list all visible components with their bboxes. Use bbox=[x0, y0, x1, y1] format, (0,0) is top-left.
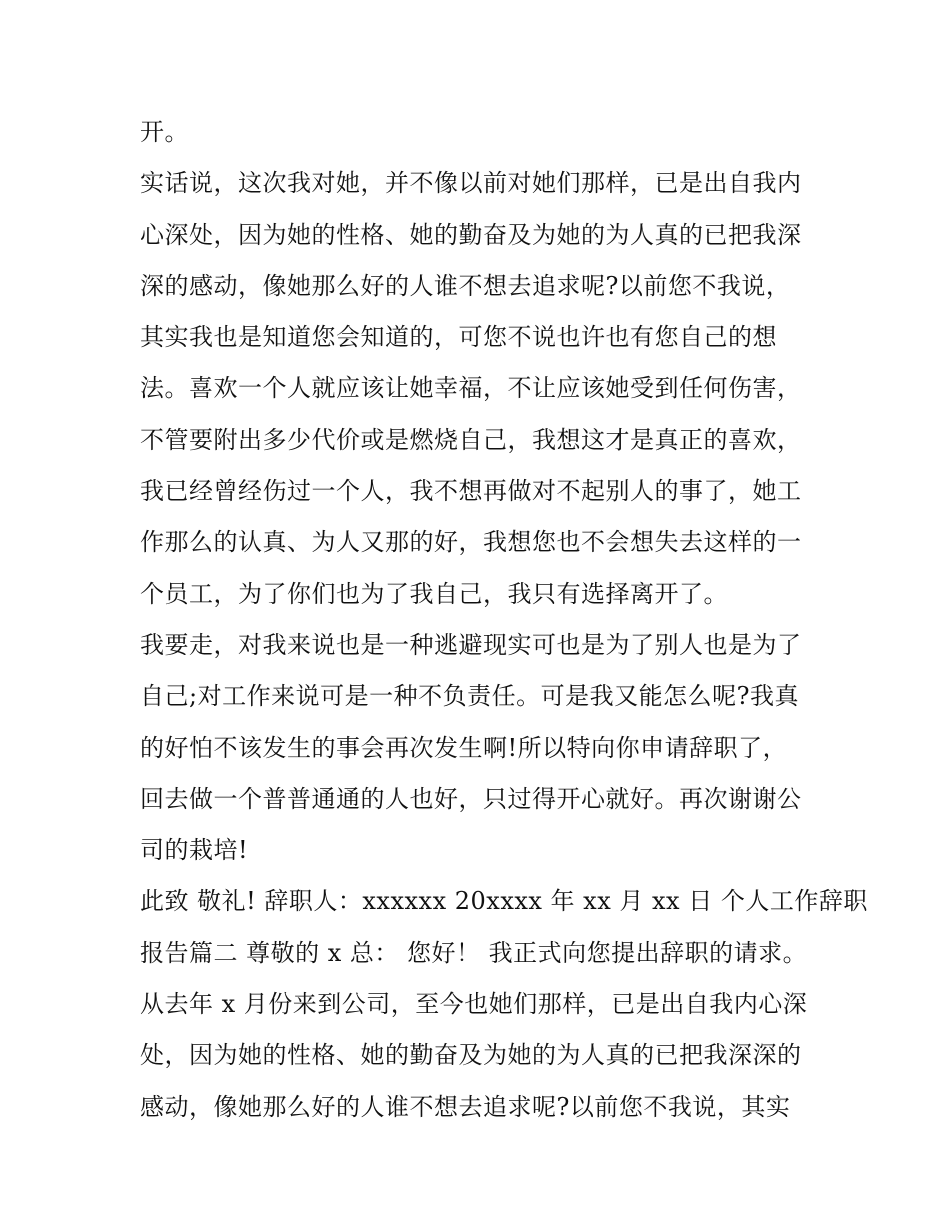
text-line: 开。 bbox=[140, 118, 189, 146]
text-line: 的好怕不该发生的事会再次发生啊!所以特向你申请辞职了， bbox=[140, 733, 788, 762]
text-line: 报告篇二 尊敬的 x 总： 您好！ 我正式向您提出辞职的请求。 bbox=[140, 938, 808, 967]
text-line: 作那么的认真、为人又那的好，我想您也不会想失去这样的一 bbox=[140, 528, 802, 557]
text-line: 法。喜欢一个人就应该让她幸福，不让应该她受到任何伤害， bbox=[140, 374, 802, 403]
document-body bbox=[140, 107, 868, 1133]
text-line: 自己;对工作来说可是一种不负责任。可是我又能怎么呢?我真 bbox=[140, 682, 799, 711]
text-line: 此致 敬礼! 辞职人：xxxxxx 20xxxx 年 xx 月 xx 日 个人工作辞职 bbox=[140, 887, 868, 916]
text-line: 心深处，因为她的性格、她的勤奋及为她的为人真的已把我深 bbox=[140, 220, 802, 249]
text-line: 从去年 x 月份来到公司，至今也她们那样，已是出自我内心深 bbox=[140, 990, 808, 1019]
text-line: 我已经曾经伤过一个人，我不想再做对不起别人的事了，她工 bbox=[140, 477, 802, 506]
text-line: 我要走，对我来说也是一种逃避现实可也是为了别人也是为了 bbox=[140, 630, 802, 659]
text-line: 深的感动，像她那么好的人谁不想去追求呢?以前您不我说， bbox=[140, 271, 791, 300]
text-line: 处，因为她的性格、她的勤奋及为她的为人真的已把我深深的 bbox=[140, 1041, 802, 1070]
text-line: 回去做一个普普通通的人也好，只过得开心就好。再次谢谢公 bbox=[140, 784, 802, 813]
text-line: 其实我也是知道您会知道的，可您不说也许也有您自己的想 bbox=[140, 323, 777, 352]
text-line: 司的栽培! bbox=[140, 836, 249, 865]
text-line: 个员工，为了你们也为了我自己，我只有选择离开了。 bbox=[140, 579, 728, 608]
text-line: 实话说，这次我对她，并不像以前对她们那样，已是出自我内 bbox=[140, 169, 802, 198]
text-line: 感动，像她那么好的人谁不想去追求呢?以前您不我说，其实 bbox=[140, 1092, 791, 1121]
text-line: 不管要附出多少代价或是燃烧自己，我想这才是真正的喜欢， bbox=[140, 425, 802, 454]
